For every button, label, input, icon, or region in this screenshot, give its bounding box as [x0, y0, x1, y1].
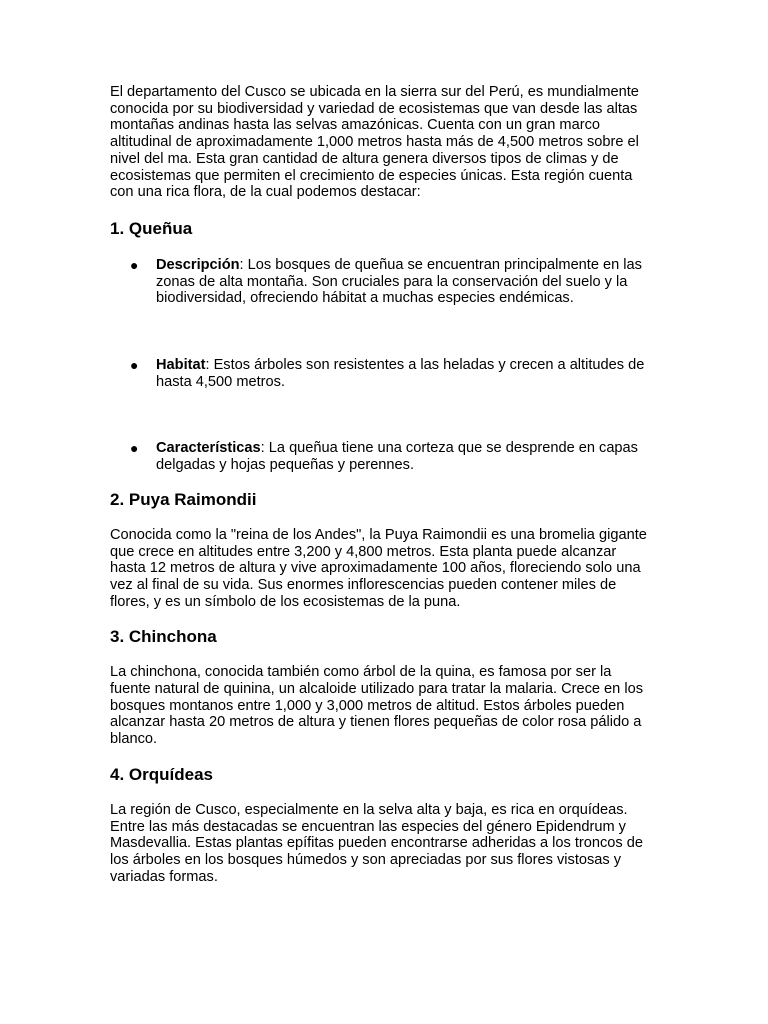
bullet-term: Habitat — [156, 357, 206, 374]
bullet-icon: ● — [130, 357, 139, 374]
section-paragraph-chinchona: La chinchona, conocida también como árbol de la quina, es famosa por ser la fuente natural de quinina, un alcaloide utilizado para tratar la malaria. Crece en los bosques montanos entre 1,000 y 3,000 metros de altitud. Estos árboles pueden alcanzar hasta 20 metros de altura y tienen flores pequeñas de color rosa pálido a blanco. — [110, 664, 643, 748]
list-item-habitat — [110, 357, 655, 390]
section-heading-chinchona: 3. Chinchona — [110, 627, 217, 647]
bullet-icon: ● — [130, 440, 139, 457]
bullet-text: : Los bosques de queñua se encuentran principalmente en las zonas de alta montaña. Son cruciales para la conservación del suelo y la biodiversidad, ofreciendo hábitat a muchas especies endémicas. — [156, 256, 642, 307]
bullet-term: Descripción — [156, 256, 240, 273]
bullet-icon: ● — [130, 256, 139, 273]
document-page — [110, 84, 655, 885]
list-item-caracteristicas — [110, 440, 655, 473]
section-heading-puya: 2. Puya Raimondii — [110, 489, 257, 509]
section-paragraph-puya: Conocida como la "reina de los Andes", la Puya Raimondii es una bromelia gigante que crece en altitudes entre 3,200 y 4,800 metros. Esta planta puede alcanzar hasta 12 metros de altura y vive aproximadamente 100 años, floreciendo solo una vez al final de su vida. Sus enormes inflorescencias pueden contener miles de flores, y es un símbolo de los ecosistemas de la puna. — [110, 526, 647, 610]
bullet-text: : La queñua tiene una corteza que se desprende en capas delgadas y hojas pequeñas y perennes. — [156, 440, 638, 474]
section-heading-orquideas: 4. Orquídeas — [110, 764, 213, 784]
bullet-term: Características — [156, 440, 261, 457]
intro-paragraph: El departamento del Cusco se ubicada en la sierra sur del Perú, es mundialmente conocida por su biodiversidad y variedad de ecosistemas que van desde las altas montañas andinas hasta las selvas amazónicas. Cuenta con un gran marco altitudinal de aproximadamente 1,000 metros hasta más de 4,500 metros sobre el nivel del ma. Esta gran cantidad de altura genera diversos tipos de climas y de ecosistemas que permiten el crecimiento de especies únicas. Esta región cuenta con una rica flora, de la cual podemos destacar: — [110, 84, 639, 201]
section-heading-quenua: 1. Queñua — [110, 218, 193, 238]
section-paragraph-orquideas: La región de Cusco, especialmente en la selva alta y baja, es rica en orquídeas. Entre las más destacadas se encuentran las especies del género Epidendrum y Masdevallia. Estas plantas epífitas pueden encontrarse adheridas a los troncos de los árboles en los bosques húmedos y son apreciadas por sus flores vistosas y variadas formas. — [110, 801, 643, 885]
bullet-text: : Estos árboles son resistentes a las heladas y crecen a altitudes de hasta 4,500 metros. — [156, 357, 645, 390]
quenua-bullet-list — [110, 257, 655, 474]
list-item-descripcion — [110, 257, 655, 307]
